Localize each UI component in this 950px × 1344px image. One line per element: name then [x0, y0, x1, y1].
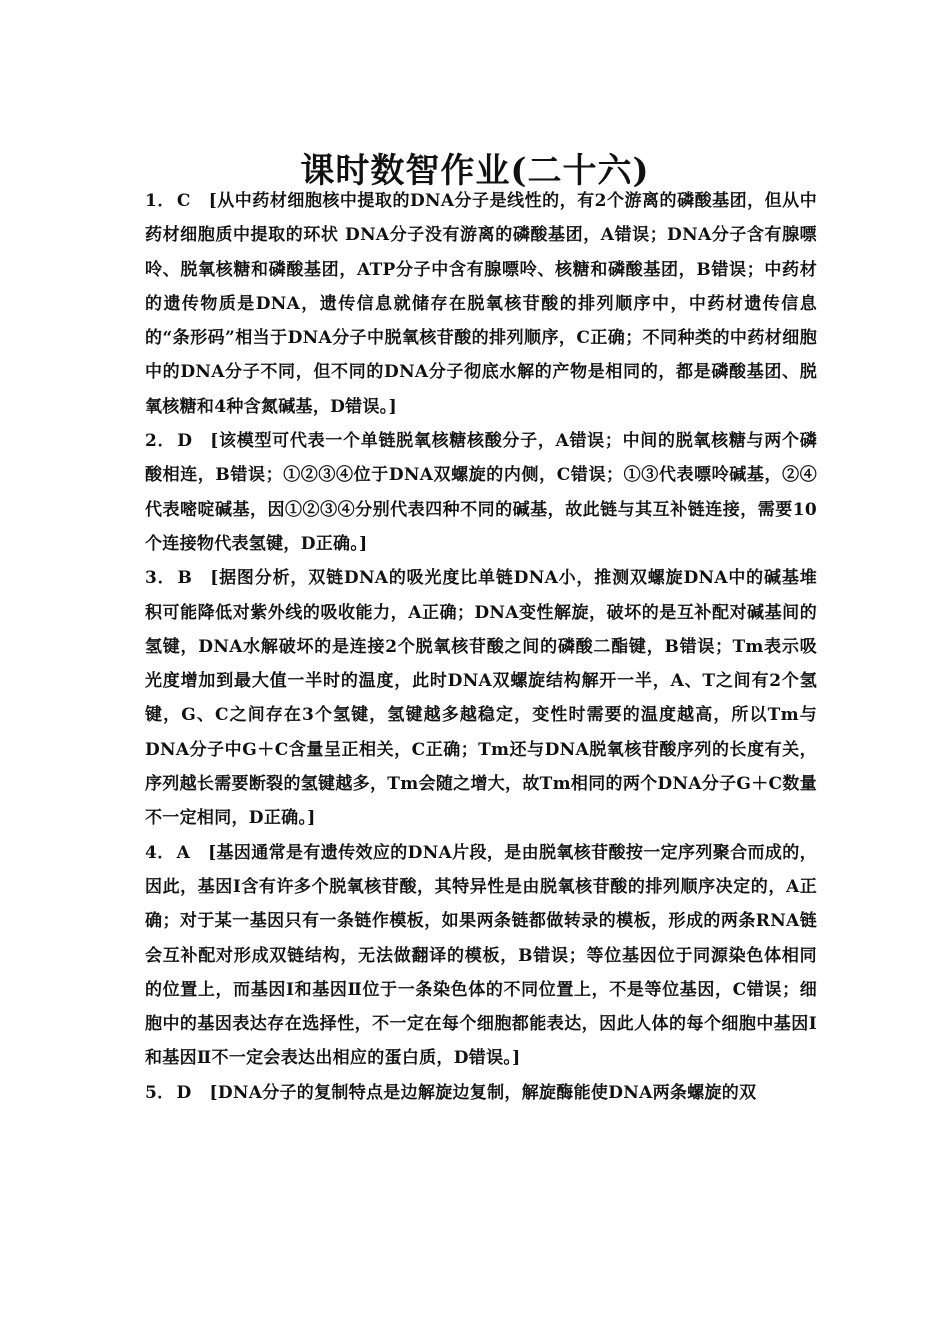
- answer-number: 3．: [145, 568, 176, 589]
- answer-choice: D: [177, 431, 193, 452]
- page-title: 课时数智作业(二十六): [300, 150, 650, 191]
- answer-number: 1．: [145, 191, 175, 211]
- answer-item-1: [145, 184, 817, 424]
- answer-choice: B: [177, 568, 193, 589]
- answer-explanation: [DNA分子的复制特点是边解旋边复制，解旋酶能使DNA两条螺旋的双: [209, 1082, 757, 1103]
- answer-explanation: [从中药材细胞核中提取的DNA分子是线性的，有2个游离的磷酸基团，但从中药材细胞质中提取的环状 DNA分子没有游离的磷酸基团，A错误；DNA分子含有腺嘌呤、脱氧核糖和磷酸基团，ATP分子中含有腺嘌呤、核糖和磷酸基团，B错误；中药材的遗传物质是DNA，遗传信息就储存在脱氧核苷酸的排列顺序中，中药材遗传信息的“条形码”相当于DNA分子中脱氧核苷酸的排列顺序，C正确；不同种类的中药材细胞中的DNA分子不同，但不同的DNA分子彻底水解的产物是相同的，都是磷酸基团、脱氧核糖和4种含氮碱基，D错误。]: [145, 191, 817, 417]
- answer-number: 4．: [145, 842, 175, 863]
- answer-explanation: [据图分析，双链DNA的吸光度比单链DNA小，推测双螺旋DNA中的碱基堆积可能降低对紫外线的吸收能力，A正确；DNA变性解旋，破坏的是互补配对碱基间的氢键，DNA水解破坏的是连接2个脱氧核苷酸之间的磷酸二酯键，B错误；Tm表示吸光度增加到最大值一半时的温度，此时DNA双螺旋结构解开一半，A、T之间有2个氢键，G、C之间存在3个氢键，氢键越多越稳定，变性时需要的温度越高，所以Tm与DNA分子中G＋C含量呈正相关，C正确；Tm还与DNA脱氧核苷酸序列的长度有关，序列越长需要断裂的氢键越多，Tm会随之增大，故Tm相同的两个DNA分子G＋C数量不一定相同，D正确。]: [145, 568, 817, 829]
- answer-number: 5．: [145, 1082, 175, 1103]
- answer-item-3: [145, 561, 817, 835]
- answer-choice: A: [176, 842, 191, 863]
- answer-number: 2．: [145, 431, 176, 452]
- answer-explanation: [基因通常是有遗传效应的DNA片段，是由脱氧核苷酸按一定序列聚合而成的，因此，基因Ⅰ含有许多个脱氧核苷酸，其特异性是由脱氧核苷酸的排列顺序决定的，A正确；对于某一基因只有一条链作模板，如果两条链都做转录的模板，形成的两条RNA链会互补配对形成双链结构，无法做翻译的模板，B错误；等位基因位于同源染色体相同的位置上，而基因Ⅰ和基因Ⅱ位于一条染色体的不同位置上，不是等位基因，C错误；细胞中的基因表达存在选择性，不一定在每个细胞都能表达，因此人体的每个细胞中基因Ⅰ和基因Ⅱ不一定会表达出相应的蛋白质，D错误。]: [145, 842, 817, 1069]
- answer-item-5: [145, 1076, 817, 1110]
- answer-explanation: [该模型可代表一个单链脱氧核糖核酸分子，A错误；中间的脱氧核糖与两个磷酸相连，B错误；①②③④位于DNA双螺旋的内侧，C错误；①③代表嘌呤碱基，②④代表嘧啶碱基，因①②③④分别代表四种不同的碱基，故此链与其互补链连接，需要10个连接物代表氢键，D正确。]: [145, 431, 817, 554]
- answer-choice: C: [176, 191, 191, 211]
- answer-choice: D: [176, 1082, 192, 1103]
- answer-list: [145, 184, 817, 1110]
- answer-item-2: [145, 424, 817, 561]
- answer-item-4: [145, 836, 817, 1076]
